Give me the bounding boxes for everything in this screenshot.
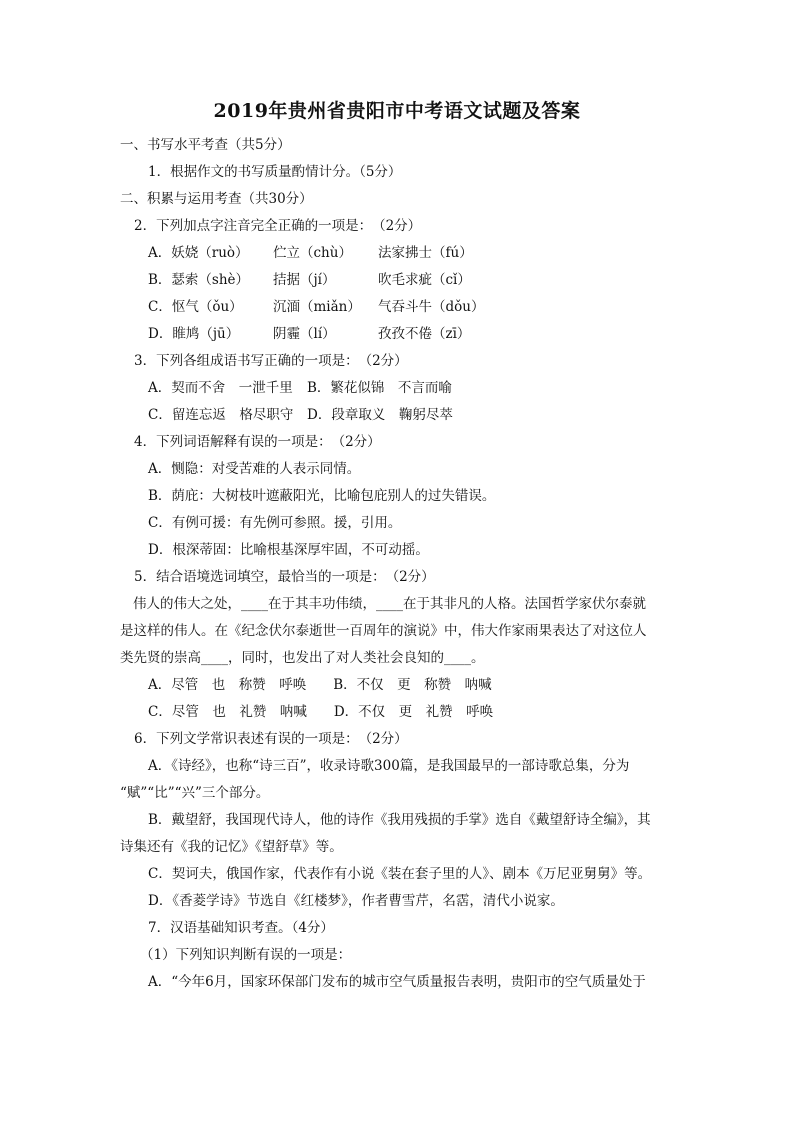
- option-text: 沉湎（miǎn）: [273, 299, 361, 315]
- option-text: B．瑟索（shè）: [148, 272, 250, 288]
- question-5: 5．结合语境选词填空，最恰当的一项是： （2分）: [134, 569, 435, 585]
- question-3: 3．下列各组成语书写正确的一项是： （2分）: [134, 353, 408, 369]
- question-3-options-ab: [120, 375, 680, 402]
- question-4-option-b: B．荫庇：大树枝叶遮蔽阳光，比喻包庇别人的过失错误。: [148, 488, 496, 504]
- document-body: [120, 132, 680, 996]
- question-6-option-d: D．《香菱学诗》节选自《红楼梦》，作者曹雪芹，名霑，清代小说家。: [148, 893, 564, 909]
- section-heading-1: 一、书写水平考查（共5分）: [120, 137, 291, 153]
- option-text: 拮据（jí）: [273, 272, 336, 288]
- question-5-options-ab: A．尽管 也 称赞 呼唤 B．不仅 更 称赞 呐喊: [148, 677, 492, 693]
- question-5-passage-line-1: 伟人的伟大之处，____在于其丰功伟绩，____在于其非凡的人格。法国哲学家伏尔泰就: [133, 596, 646, 612]
- option-text: 吹毛求疵（cǐ）: [378, 272, 471, 288]
- question-6-option-a-line-1: A．《诗经》，也称“诗三百”，收录诗歌300篇，是我国最早的一部诗歌总集，分为: [148, 758, 630, 774]
- section-heading-2: 二、积累与运用考查（共30分）: [120, 191, 313, 207]
- option-text: A．妖娆（ruò）: [148, 245, 249, 261]
- question-2-option-d: [120, 321, 680, 348]
- option-text: C．留连忘返 格尽职守: [148, 407, 294, 423]
- question-2-option-c: [120, 294, 680, 321]
- question-5-passage-line-2: 是这样的伟人。在《纪念伏尔泰逝世一百周年的演说》中，伟大作家雨果表达了对这位人: [120, 623, 647, 639]
- question-2-option-a: [120, 240, 680, 267]
- question-6-option-b-line-2: 诗集还有《我的记忆》《望舒草》等。: [120, 839, 343, 855]
- question-2-option-b: [120, 267, 680, 294]
- question-6: 6．下列文学常识表述有误的一项是： （2分）: [134, 731, 408, 747]
- option-text: 伫立（chù）: [273, 245, 352, 261]
- question-6-option-c: C．契诃夫，俄国作家，代表作有小说《装在套子里的人》、剧本《万尼亚舅舅》等。: [148, 866, 652, 882]
- question-6-option-b-line-1: B．戴望舒，我国现代诗人，他的诗作《我用残损的手掌》选自《戴望舒诗全编》，其: [148, 812, 651, 828]
- question-1: 1．根据作文的书写质量酌情计分。（5分）: [148, 164, 402, 180]
- question-4-option-a: A．恻隐：对受苦难的人表示同情。: [148, 461, 361, 477]
- option-text: 气吞斗牛（dǒu）: [378, 299, 485, 315]
- option-text: A．契而不舍 一泄千里: [148, 380, 293, 396]
- question-6-option-a-line-2: “赋”“比”“兴”三个部分。: [120, 785, 270, 801]
- option-text: 阴霾（lí）: [273, 326, 336, 342]
- question-5-passage-line-3: 类先贤的崇高____，同时，也发出了对人类社会良知的____。: [120, 650, 485, 666]
- option-text: 法家拂士（fú）: [378, 245, 473, 261]
- option-text: C．怄气（ǒu）: [148, 299, 243, 315]
- question-5-options-cd: C．尽管 也 礼赞 呐喊 D．不仅 更 礼赞 呼唤: [148, 704, 494, 720]
- question-7-subquestion-1: （1）下列知识判断有误的一项是：: [140, 947, 352, 963]
- question-3-options-cd: [120, 402, 680, 429]
- question-4-option-d: D．根深蒂固：比喻根基深厚牢固，不可动摇。: [148, 542, 429, 558]
- question-7: 7．汉语基础知识考查。（4分）: [148, 920, 334, 936]
- option-text: B．繁花似锦 不言而喻: [307, 380, 452, 396]
- question-2: 2．下列加点字注音完全正确的一项是： （2分）: [134, 218, 422, 234]
- option-text: D．段章取义 鞠躬尽萃: [307, 407, 453, 423]
- question-4: 4．下列词语解释有误的一项是： （2分）: [134, 434, 381, 450]
- option-text: D．睢鸠（jū）: [148, 326, 240, 342]
- question-4-option-c: C．有例可援：有先例可参照。援，引用。: [148, 515, 402, 531]
- document-title: 2019年贵州省贵阳市中考语文试题及答案: [213, 100, 581, 122]
- option-text: 孜孜不倦（zī）: [378, 326, 471, 342]
- question-7-option-a: A．“今年6月，国家环保部门发布的城市空气质量报告表明，贵阳市的空气质量处于: [148, 974, 646, 990]
